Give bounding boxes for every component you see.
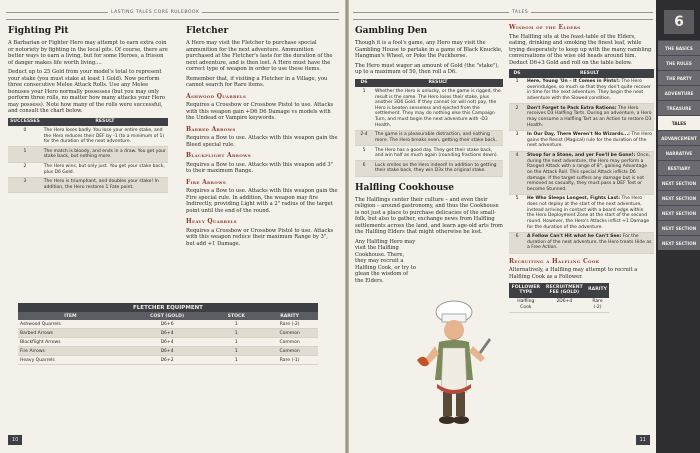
table-row: Ashwood Quarrels D6+6 1 Rare (-2) xyxy=(18,320,318,329)
fletcher-equipment-title: FLETCHER EQUIPMENT xyxy=(18,303,318,312)
item-text: Requires a Crossbow or Crossbow Pistol to use. Attacks with this weapon reduce their maximum Range by 3", but add +1 Damage. xyxy=(186,227,334,247)
table-row: 6 Luck smiles on the Hero indeed! In addition to getting their stake back, they win D3x the original stake. xyxy=(355,161,503,176)
table-row: Barbed Arrows D6+4 1 Common xyxy=(18,329,318,338)
table-row: Halfling Cook 2D6+4 Rare (-2) xyxy=(509,298,609,313)
fletcher-note: Remember that, if visiting a Fletcher in a Village, you cannot search for Rare items. xyxy=(186,75,328,89)
tab-next-section[interactable]: NEXT SECTION xyxy=(658,205,700,220)
fighting-pit-section xyxy=(8,24,168,193)
right-header: TALES xyxy=(509,10,531,15)
tab-the-rules[interactable]: THE RULES xyxy=(658,55,700,70)
item-text: Requires a Bow to use. Attacks with this weapon add 3" to their maximum Range. xyxy=(186,161,334,175)
table-row: 4 Stoop for a Stone, and yer Foe'll be Gone!: Once, during the next adventure, the Hero may perform a Ranged Attack with a range of 8", gaining Advantage on the Attack Roll. This special Attack inflicts D6 damage. If the target suffers any damage but is not removed as casualty, they must pass a DEF Test or become Stunned. xyxy=(509,151,654,194)
table-row: 5 The Hero has a good day. They get their stake back, and win half as much again (rounding fractions down). xyxy=(355,146,503,161)
gambling-den-table: D6 RESULT 1 Whether the Hero is unlucky, or the game is rigged, the result is the same. The Hero loses their stake, plus another 3D6 Gold. If they cannot (or will not) pay, the Hero is beaten senseless and ejected from the settlement. They may do nothing else this Campaign Turn, and must begin the next adventure with -D3 Health. 2-4 The game is a pleasurable distraction, and nothing more. The Hero breaks even, getting their stake back. 5 The Hero has a good day. They get their stake back, and win half as much again (rounding fractions down). 6 Luck smiles on the Hero indeed! In addition to getting their stake back, they win D3x the original stake. xyxy=(355,79,503,177)
recruit-cook-intro: Alternatively, a Halfling may attempt to recruit a Halfling Cook as a Follower. xyxy=(509,267,638,280)
item-heading: Blackflight Arrows xyxy=(186,152,252,160)
item-text: Requires a Crossbow or Crossbow Pistol to use. Attacks with this weapon gain +D6 D6 Damage vs models with the Undead or Vampire keywords. xyxy=(186,102,334,122)
item-text: Requires a Bow to use. Attacks with this weapon gain the Fire special rule. In addition, the weapon may fire Indirectly, providing Light with a 2" radius of the target point until the end of the round. xyxy=(186,188,338,214)
tab-next-section[interactable]: NEXT SECTION xyxy=(658,175,700,190)
col-result: RESULT xyxy=(42,118,168,127)
right-page xyxy=(349,0,700,453)
tab-bestiary[interactable]: BESTIARY xyxy=(658,160,700,175)
tab-next-section[interactable]: NEXT SECTION xyxy=(658,190,700,205)
chapter-tabs xyxy=(656,0,700,453)
tab-tales[interactable]: TALES xyxy=(658,115,700,130)
fighting-pit-rules: Deduct up to 25 Gold from your model's total to represent your stake (you must stake at least 1 Gold). Now perform three consecutive Melee Attack Rolls. Use any Melee bonuses your Hero normally possesses (but you may only perform three rolls, no matter how many attacks your Hero may possess). Note how many of the rolls were successful, and consult the chart below. xyxy=(8,69,165,115)
wisdom-elders-table: D6 RESULT 1 Here, Young 'Un – It Comes in Pints!: The Hero overindulges, so much so that they don't quite recover in time for the next adventure. They begin the next adventure with the Slowed condition. 2 Don't Forget to Pack Extra Rations: The Hero receives D3 Halfling Tarts. During an adventure, a Hero may consume a Halfling Tart as an Action to restore D3 Health. 3 In Our Day, There Weren't No Wizards...: The Hero gains the Resist (Magical) rule for the duration of the next adventure. 4 Stoop for a Stone, and yer Foe'll be Gone!: Once, during the next adventure, the Hero may perform a Ranged Attack with a range of 8", gaining Advantage on the Attack Roll. This special Attack inflicts D6 damage. If the target suffers any damage but is not removed as casualty, they must pass a DEF Test or become Stunned. 5 He Who Sleeps Longest, Fights Last: The Hero does not deploy at the start of the next adventure, instead arriving in contact with a board edge within the Hero Deployment Zone at the start of the second round. However, the Hero's Attacks inflict +1 Damage for the duration of the adventure. 6 A Fellow Can't Hit what he Can't See: For the duration of the next adventure, the Hero treats Hide as a Free Action. xyxy=(509,69,654,254)
left-header: LASTING TALES CORE RULEBOOK xyxy=(108,10,202,15)
tab-the-party[interactable]: THE PARTY xyxy=(658,70,700,85)
page-number-right: 11 xyxy=(636,435,650,445)
tab-advancement[interactable]: ADVANCEMENT xyxy=(658,130,700,145)
wisdom-elders-title: Wisdom of the Elders xyxy=(509,24,581,31)
table-row: 6 A Fellow Can't Hit what he Can't See: For the duration of the next adventure, the Hero treats Hide as a Free Action. xyxy=(509,232,654,253)
gambling-den-stake: The Hero must wager an amount of Gold (the "stake"), up to a maximum of 50, then roll a D6. xyxy=(355,62,499,76)
col-successes: SUCCESSES xyxy=(8,118,42,127)
table-row: 1 The match is bloody, and ends in a draw. You get your stake back, but nothing more. xyxy=(8,147,168,162)
fletcher-title: Fletcher xyxy=(186,26,229,36)
fletcher-intro: A Hero may visit the Fletcher to purchase special ammunition for the next adventure. Ammunition purchased at the Fletcher's lasts for the duration of the next adventure, and is then lost. A Hero must have the correct type of weapon in order to use these items. xyxy=(186,40,333,73)
table-row: 1 Whether the Hero is unlucky, or the game is rigged, the result is the same. The Hero loses their stake, plus another 3D6 Gold. If they cannot (or will not) pay, the Hero is beaten senseless and ejected from the settlement. They may do nothing else this Campaign Turn, and must begin the next adventure with -D3 Health. xyxy=(355,87,503,130)
fletcher-section xyxy=(186,24,338,250)
item-heading: Fire Arrows xyxy=(186,178,227,186)
header-rule xyxy=(353,12,653,20)
table-row: 1 Here, Young 'Un – It Comes in Pints!: The Hero overindulges, so much so that they don't quite recover in time for the next adventure. They begin the next adventure with the Slowed condition. xyxy=(509,78,654,104)
fighting-pit-table xyxy=(8,118,168,193)
table-row: Fire Arrows D6+4 1 Common xyxy=(18,347,318,356)
tab-next-section[interactable]: NEXT SECTION xyxy=(658,220,700,235)
wisdom-elders-section xyxy=(509,24,654,313)
item-heading: Heavy Quarrels xyxy=(186,218,237,226)
item-heading: Barbed Arrows xyxy=(186,125,236,133)
fletcher-equipment-table-wrap xyxy=(18,303,318,365)
halfling-cookhouse-intro: The Halflings center their culture – and even their religion – around gastronomy, and thus the Cookhouse is not just a place to purchase delicacies of the small-folk, but also to gather, exchange news from Halfling settlements across the land, and learn age-old arts from the Halfling Elders that might otherwise be lost. xyxy=(355,196,503,236)
table-row: Blackflight Arrows D6+4 1 Common xyxy=(18,338,318,347)
table-row: 0 The Hero loses badly. You lose your entire stake, and the Hero reduces their DEF by -1 (to a minimum of 1) for the duration of the next adventure. xyxy=(8,126,168,146)
tab-adventure[interactable]: ADVENTURE xyxy=(658,85,700,100)
table-row: 2-4 The game is a pleasurable distraction, and nothing more. The Hero breaks even, getting their stake back. xyxy=(355,130,503,145)
halfling-cook-illustration xyxy=(415,300,493,430)
table-row: 3 In Our Day, There Weren't No Wizards...: The Hero gains the Resist (Magical) rule for the duration of the next adventure. xyxy=(509,130,654,151)
gambling-den-title: Gambling Den xyxy=(355,26,428,36)
fletcher-equipment-table: FLETCHER EQUIPMENT ITEM COST (GOLD) STOCK RARITY Ashwood Quarrels D6+6 1 Rare (-2) Barbed Arrows D6+4 1 Common Blackflight Arrows D6+4 1 Common Fire Arrows D6+4 1 Common Heavy Quarrels D6+2 1 Rare (-1) xyxy=(18,303,318,365)
tab-treasure[interactable]: TREASURE xyxy=(658,100,700,115)
chapter-number: 6 xyxy=(664,10,694,34)
table-row: 2 The Hero wins, but only just. You get your stake back, plus D6 Gold. xyxy=(8,162,168,177)
tab-the-basics[interactable]: THE BASICS xyxy=(658,40,700,55)
tab-narrative[interactable]: NARRATIVE xyxy=(658,145,700,160)
page-number-left: 10 xyxy=(8,435,22,445)
fighting-pit-title: Fighting Pit xyxy=(8,26,69,36)
gambling-den-intro: Though it is a fool's game, any Hero may visit the Gambling House to partake in a game of Black Knuckle, Hangman's Wheel, or Poke the Puckhorse. xyxy=(355,40,503,60)
recruit-cook-title: Recruiting a Halfling Cook xyxy=(509,257,600,265)
gambling-den-section xyxy=(355,24,503,287)
halfling-cookhouse-visit: Any Halfling Hero may visit the Halfling Cookhouse. There, they may recruit a Halfling Cook, or try to glean the wisdom of the Elders. xyxy=(355,238,416,284)
wisdom-elders-intro: The Halfling sits at the feast-table of the Elders, eating, drinking and smoking the finest leaf, while trying desperately to keep up with the many rambling conversations of the wise old heads around him. Deduct D6+3 Gold and roll on the table below. xyxy=(509,33,652,66)
table-row: 3 The Hero is triumphant, and doubles your stake! In addition, the Hero restores 1 Fate point. xyxy=(8,177,168,192)
item-text: Requires a Bow to use. Attacks with this weapon gain the Bleed special rule. xyxy=(186,135,338,148)
tab-next-section[interactable]: NEXT SECTION xyxy=(658,235,700,250)
table-row: 5 He Who Sleeps Longest, Fights Last: The Hero does not deploy at the start of the next adventure, instead arriving in contact with a board edge within the Hero Deployment Zone at the start of the second round. However, the Hero's Attacks inflict +1 Damage for the duration of the adventure. xyxy=(509,194,654,232)
item-heading: Ashwood Quarrels xyxy=(186,92,247,100)
recruit-cook-table: FOLLOWER TYPE RECRUITMENT FEE (GOLD) RARITY Halfling Cook 2D6+4 Rare (-2) xyxy=(509,283,609,313)
halfling-cookhouse-title: Halfling Cookhouse xyxy=(355,182,454,193)
table-row: Heavy Quarrels D6+2 1 Rare (-1) xyxy=(18,356,318,365)
table-row: 2 Don't Forget to Pack Extra Rations: The Hero receives D3 Halfling Tarts. During an adventure, a Hero may consume a Halfling Tart as an Action to restore D3 Health. xyxy=(509,104,654,131)
fighting-pit-intro: A Barbarian or Fighter Hero may attempt to earn extra coin or notoriety by fighting in the local pits. Of course, there are better ways to earn a living, but for some Heroes, a frisson of danger makes life worth living.... xyxy=(8,40,168,66)
left-page xyxy=(0,0,345,453)
